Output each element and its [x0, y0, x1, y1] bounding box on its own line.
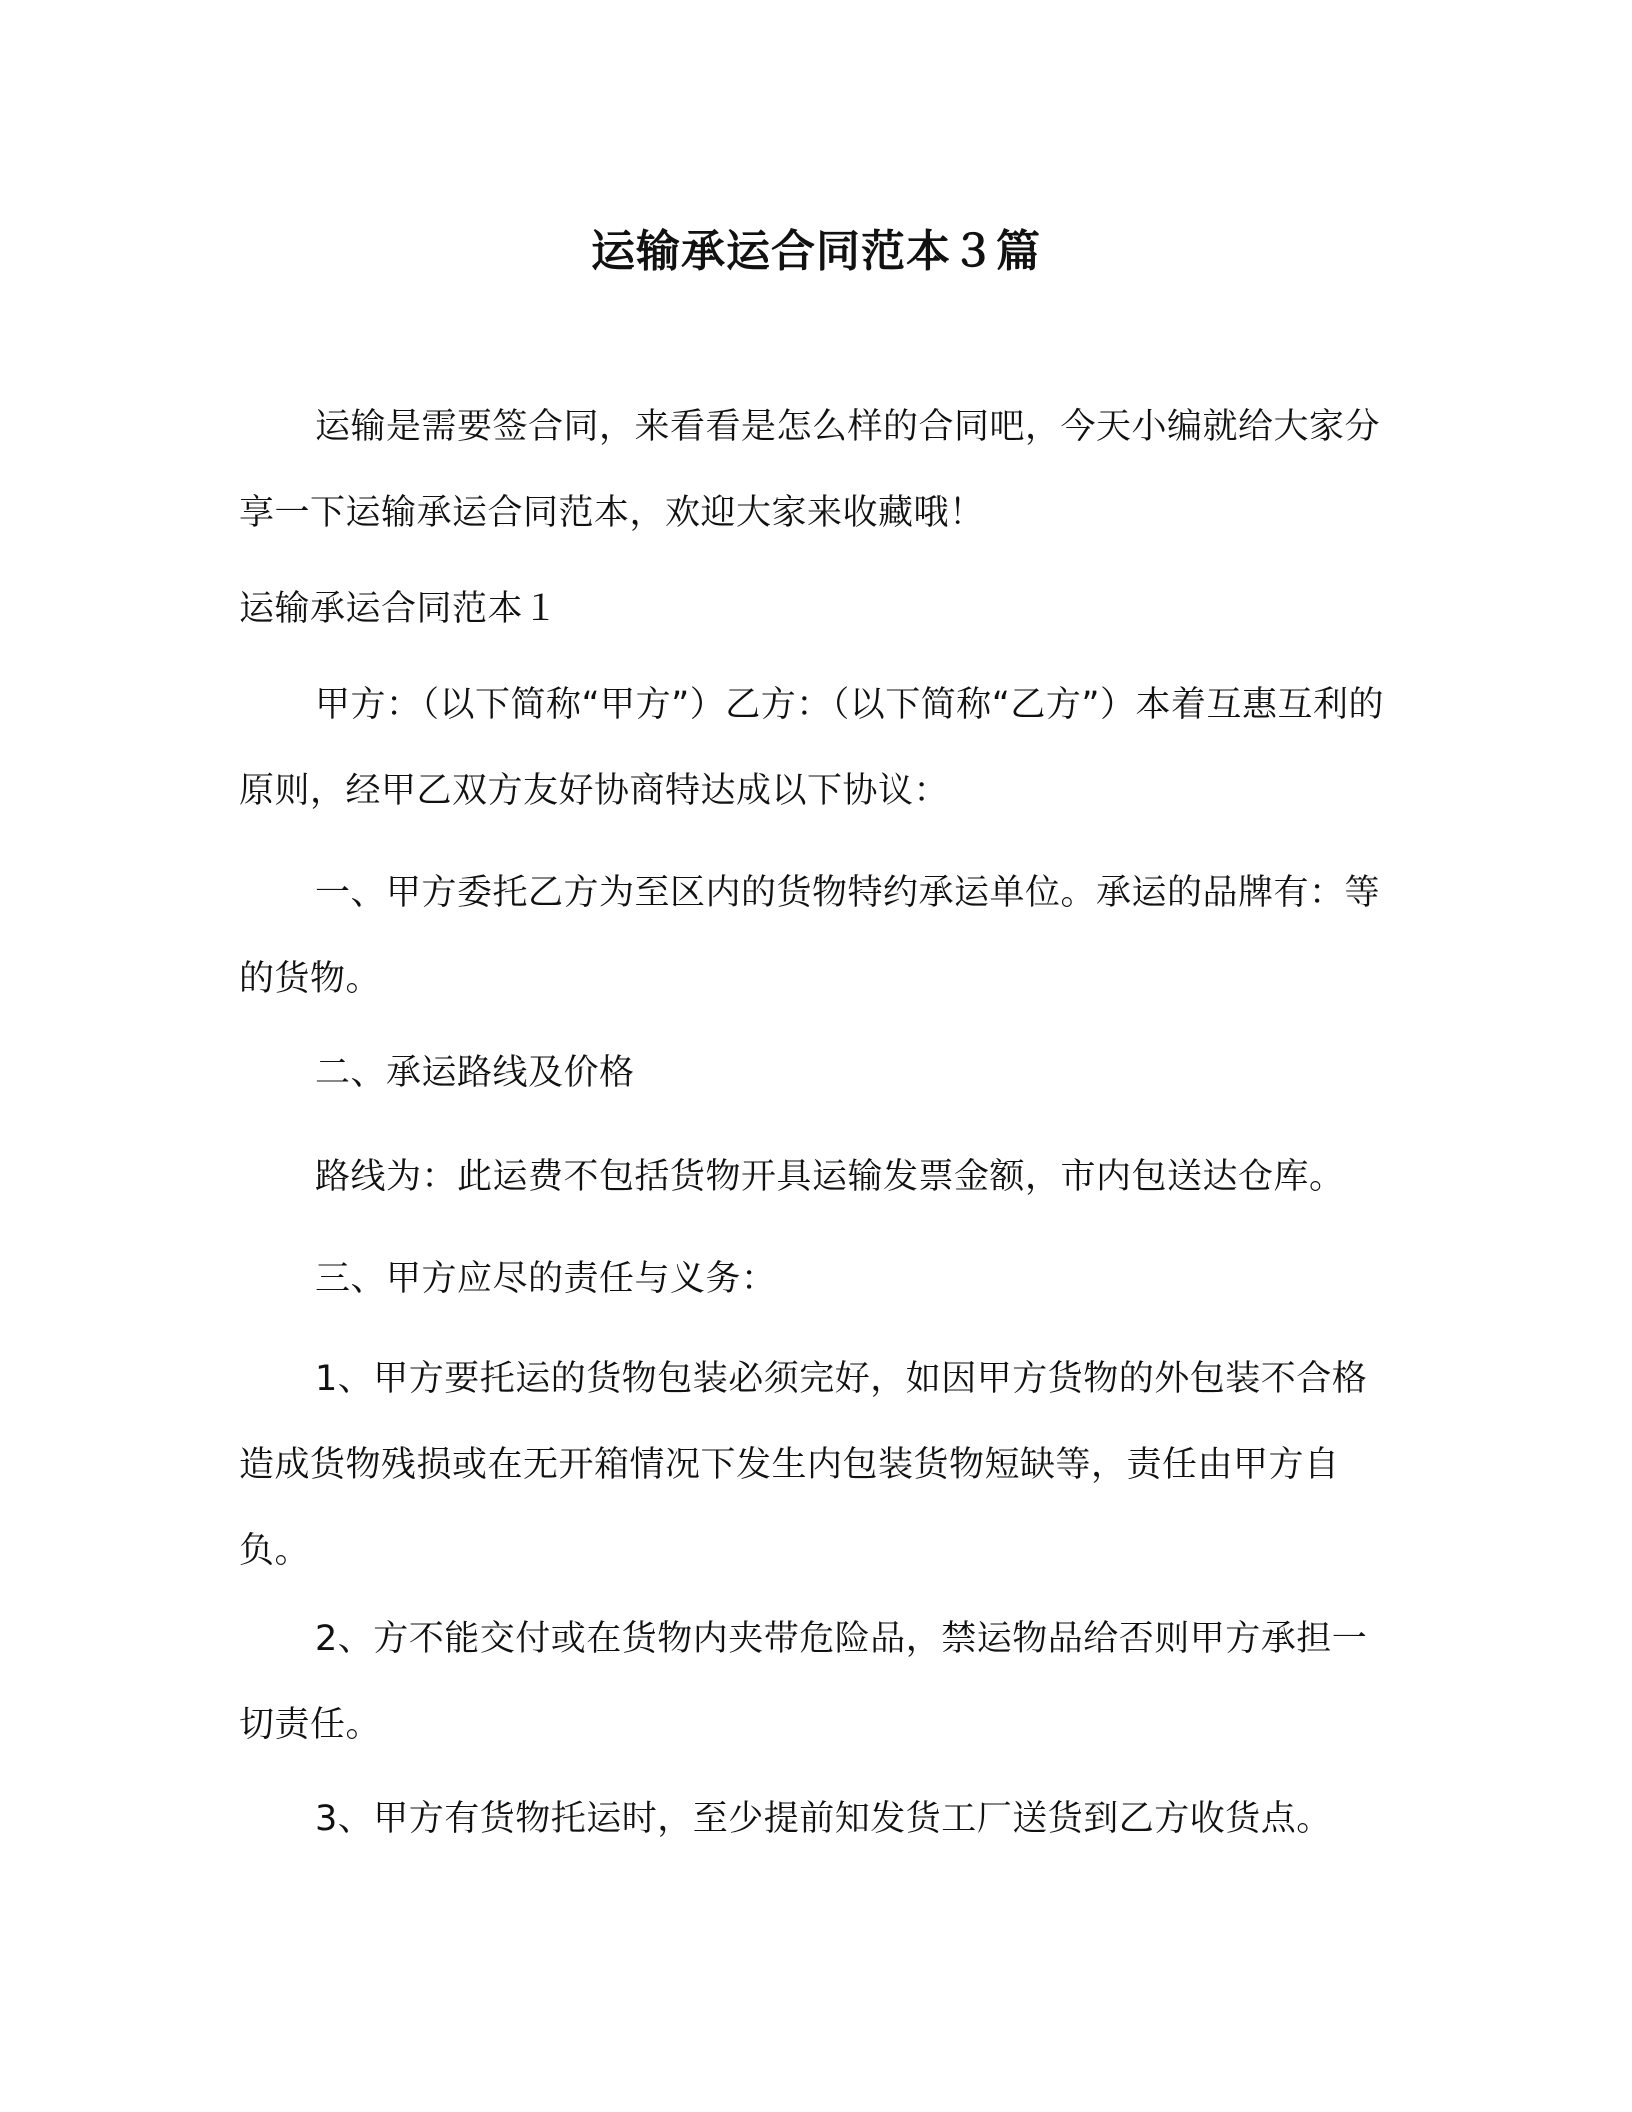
document-title: 运输承运合同范本３篇: [591, 226, 1041, 277]
intro-paragraph: 运输是需要签合同，来看看是怎么样的合同吧，今天小编就给大家分享一下运输承运合同范本，欢迎大家来收藏哦！: [239, 407, 1381, 533]
list-item-3: 3、甲方有货物托运时，至少提前知发货工厂送货到乙方收货点。: [315, 1799, 1332, 1839]
clause-three-heading: 三、甲方应尽的责任与义务：: [315, 1259, 777, 1299]
list-item-1: 1、甲方要托运的货物包装必须完好，如因甲方货物的外包装不合格造成货物残损或在无开箱情况下发生内包装货物短缺等，责任由甲方自负。: [239, 1359, 1368, 1571]
parties-paragraph: 甲方：（以下简称“甲方”）乙方：（以下简称“乙方”）本着互惠互利的原则，经甲乙双方友好协商特达成以下协议：: [239, 685, 1385, 811]
section-heading-1: 运输承运合同范本１: [239, 589, 559, 629]
clause-one-paragraph: 一、甲方委托乙方为至区内的货物特约承运单位。承运的品牌有：等的货物。: [239, 873, 1381, 999]
clause-two-heading: 二、承运路线及价格: [315, 1053, 635, 1093]
route-paragraph: 路线为：此运费不包括货物开具运输发票金额，市内包送达仓库。: [315, 1157, 1345, 1197]
list-item-2: 2、方不能交付或在货物内夹带危险品，禁运物品给否则甲方承担一切责任。: [239, 1619, 1368, 1745]
